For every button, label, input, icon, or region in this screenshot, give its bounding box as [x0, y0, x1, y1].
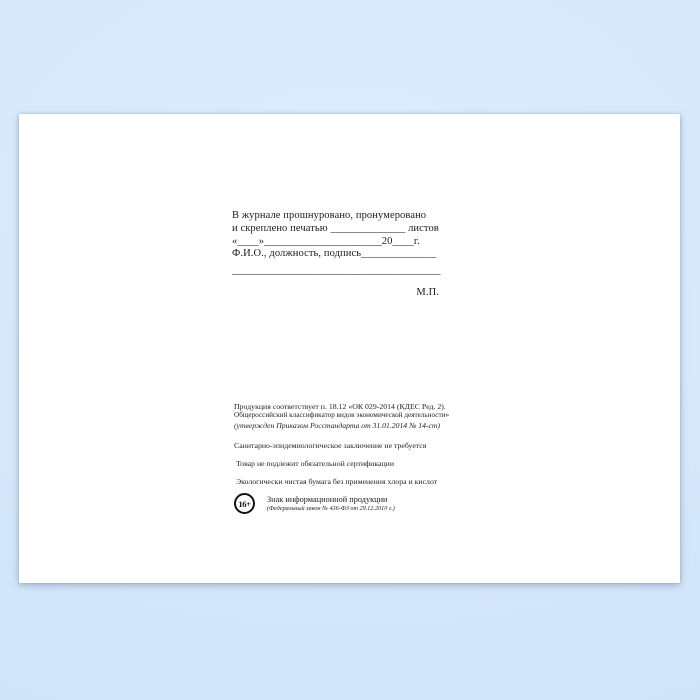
compliance-info-block [234, 402, 464, 514]
seal-statement-line-1: В журнале прошнуровано, пронумеровано [232, 210, 427, 221]
info-mark-label [267, 493, 395, 512]
seal-statement-block [232, 210, 442, 300]
info-mark-law-reference: (Федеральный закон № 436-ФЗ от 29.12.2010 г.) [267, 504, 395, 512]
product-classifier-line-1: Продукция соответствует п. 18.12 «ОК 029-2014 (КДЕС Ред. 2). [234, 402, 446, 411]
product-classifier-line-2: Общероссийский классификатор видов экономической деятельности» [234, 411, 450, 420]
info-mark-row [234, 493, 464, 514]
seal-statement-line-2: и скреплено печатью ______________ листов [232, 222, 439, 234]
info-mark-title: Знак информационной продукции [267, 495, 388, 505]
signature-rule-line: _______________________________________ [232, 265, 441, 277]
certification-statement: Товар не подлежит обязательной сертификации [236, 459, 394, 469]
journal-back-page [19, 114, 680, 583]
product-classifier-paragraph [234, 402, 464, 430]
seal-statement-date-line: «____»______________________20____г. [232, 235, 420, 247]
stamp-place-label: М.П. [416, 286, 439, 298]
product-classifier-line-3: (утвержден Приказом Росстандарта от 31.01.2014 № 14-ст) [234, 420, 441, 430]
sanitary-statement: Санитарно-эпидемиологическое заключение не требуется [234, 441, 427, 451]
age-16-badge-icon: 16+ [234, 493, 255, 514]
eco-paper-statement: Экологически чистая бумага без применения хлора и кислот [236, 477, 438, 487]
seal-statement-signature-line: Ф.И.О., должность, подпись______________ [232, 248, 437, 260]
